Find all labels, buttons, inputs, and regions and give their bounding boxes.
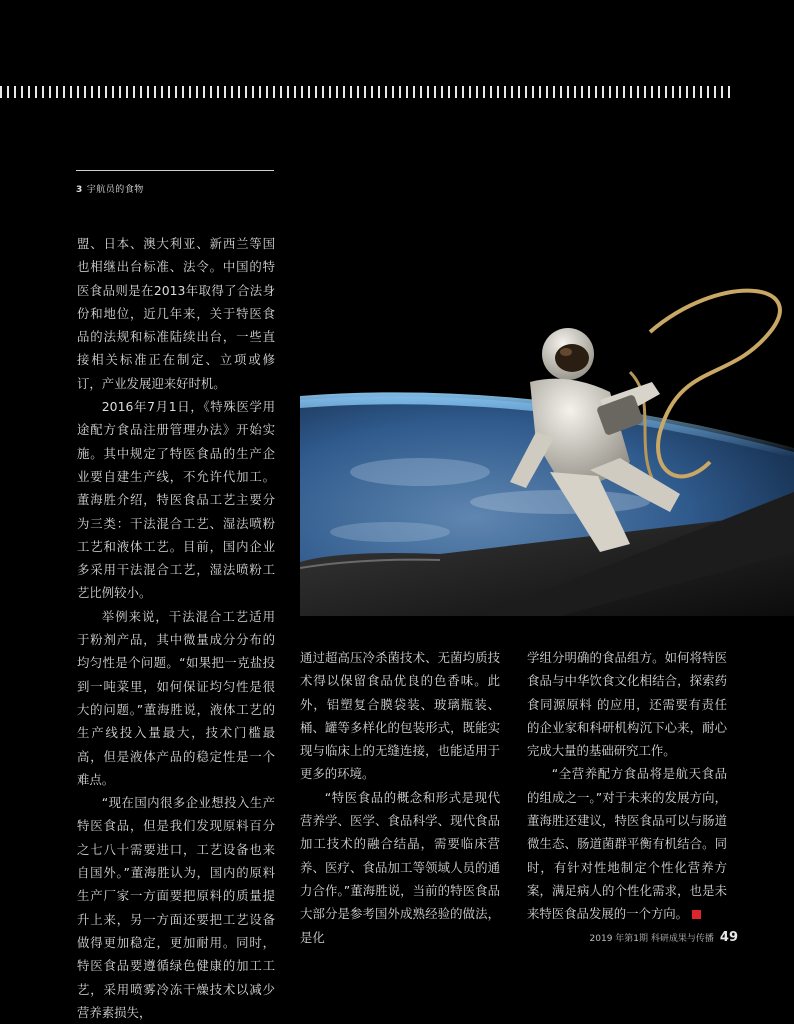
paragraph-final <box>527 762 727 925</box>
section-heading <box>76 182 144 195</box>
issue-info: 2019 年第1期 科研成果与传播 <box>589 934 714 944</box>
text-column-1 <box>77 232 275 1024</box>
page-footer <box>590 930 738 945</box>
decorative-barcode-strip <box>0 86 730 98</box>
paragraph: 通过超高压冷杀菌技术、无菌均质技术得以保留食品优良的色香味。此外，铝塑复合膜袋装、玻璃瓶装、桶、罐等多样化的包装形式，既能实现与临床上的无缝连接，也能适用于更多的环境。 <box>300 650 500 782</box>
paragraph: “特医食品的概念和形式是现代营养学、医学、食品科学、现代食品加工技术的融合结晶，需要临床营养、医疗、食品加工等领域人员的通力合作。”董海胜说，当前的特医食品大部分是参考国外成熟经验的做法，是化 <box>300 789 500 945</box>
text-column-3 <box>527 646 727 926</box>
section-title: 宇航员的食物 <box>86 185 144 195</box>
end-of-article-mark <box>692 910 701 919</box>
spacewalk-illustration <box>300 132 794 616</box>
paragraph: 举例来说，干法混合工艺适用于粉剂产品，其中微量成分分布的均匀性是个问题。“如果把一克盐投到一吨菜里，如何保证均匀性是很大的问题。”董海胜说，液体工艺的生产线投入量最大，技术门槛最高，但是液体产品的稳定性是一个难点。 <box>77 608 275 787</box>
paragraph: 2016年7月1日，《特殊医学用途配方食品注册管理办法》开始实施。其中规定了特医食品的生产企业要自建生产线，不允许代加工。董海胜介绍，特医食品工艺主要分为三类：干法混合工艺、湿法喷粉工艺和液体工艺。目前，国内企业多采用干法混合工艺，湿法喷粉工艺比例较小。 <box>77 399 275 601</box>
paragraph: 学组分明确的食品组方。如何将特医食品与中华饮食文化相结合，探索药食同源原料 的应用，还需要有责任的企业家和科研机构沉下心来，耐心完成大量的基础研究工作。 <box>527 650 727 759</box>
paragraph: “现在国内很多企业想投入生产特医食品，但是我们发现原料百分之七八十需要进口，工艺设备也来自国外。”董海胜认为，国内的原料生产厂家一方面要把原料的质量提升上来，另一方面还要把工艺设备做得更加稳定，更加耐用。同时，特医食品要遵循绿色健康的加工工艺，采用喷雾冷冻干燥技术以减少营养素损失， <box>77 795 275 1020</box>
paragraph: 盟、日本、澳大利亚、新西兰等国也相继出台标准、法令。中国的特医食品则是在2013年取得了合法身份和地位，近几年来，关于特医食品的法规和标准陆续出台，一些直接相关标准正在制定、立项或修订，产业发展迎来好时机。 <box>77 236 275 391</box>
section-divider <box>76 170 274 171</box>
astronaut-spacewalk-photo <box>300 132 794 616</box>
page-number: 49 <box>719 930 738 945</box>
section-number: 3 <box>76 185 83 195</box>
paragraph-text: “全营养配方食品将是航天食品的组成之一。”对于未来的发展方向，董海胜还建议，特医食品可以与肠道微生态、肠道菌群平衡有机结合。同时，有针对性地制定个性化营养方案，满足病人的个性化需求，也是未来特医食品发展的一个方向。 <box>527 766 727 922</box>
text-column-2 <box>300 646 500 949</box>
